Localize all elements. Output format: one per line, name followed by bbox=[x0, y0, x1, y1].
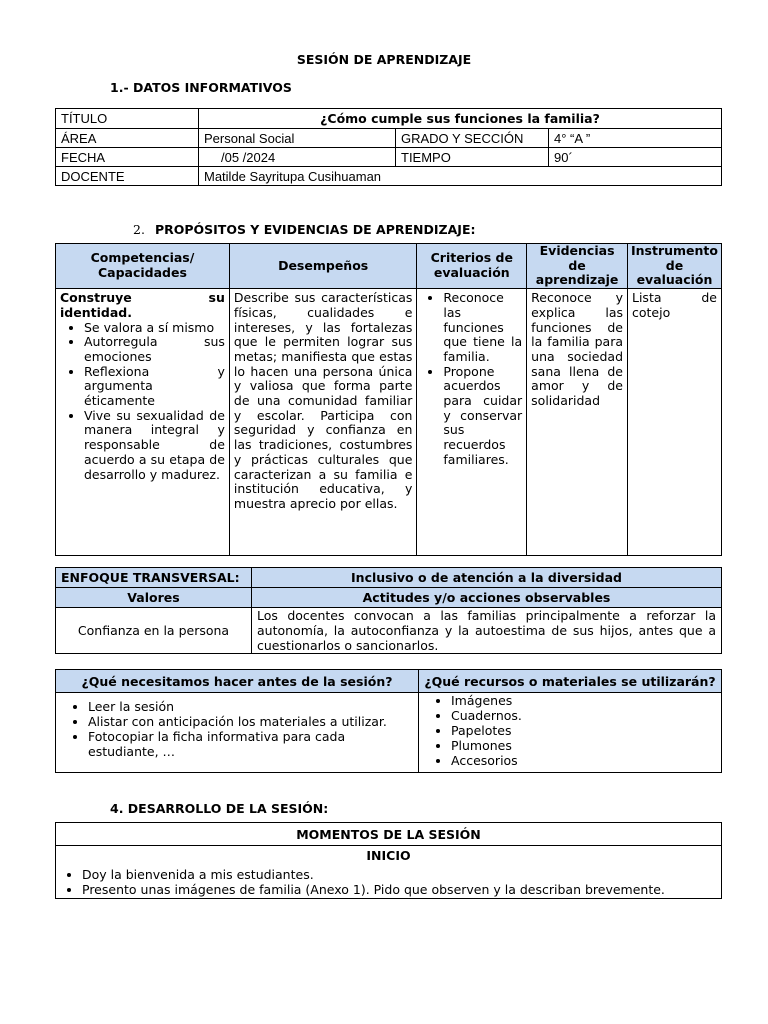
inicio-header: INICIO bbox=[366, 848, 411, 863]
valor-cell: Confianza en la persona bbox=[56, 608, 252, 654]
section-datos-informativos-heading: 1.- DATOS INFORMATIVOS bbox=[110, 80, 292, 95]
inicio-list bbox=[60, 867, 717, 897]
section-propositos-title: PROPÓSITOS Y EVIDENCIAS DE APRENDIZAJE: bbox=[154, 222, 476, 237]
grado-value: 4° “A ” bbox=[549, 129, 722, 148]
titulo-value: ¿Cómo cumple sus funciones la familia? bbox=[199, 109, 722, 129]
section-propositos-number: 2. bbox=[133, 222, 145, 237]
actitud-cell: Los docentes convocan a las familias principalmente a reforzar la autonomía, la autoconfianza y la autoestima de sus hijos, antes que a cuestionarlos o sancionarlos. bbox=[252, 608, 722, 654]
fecha-value: /05 /2024 bbox=[199, 148, 396, 167]
section-desarrollo-heading: 4. DESARROLLO DE LA SESIÓN: bbox=[110, 801, 329, 816]
antes-list bbox=[60, 699, 414, 759]
criterios-list bbox=[421, 291, 522, 467]
recursos-header: ¿Qué recursos o materiales se utilizarán? bbox=[419, 670, 722, 693]
inicio-item: • Doy la bienvenida a mis estudiantes. bbox=[82, 867, 717, 882]
actitudes-header: Actitudes y/o acciones observables bbox=[252, 588, 722, 608]
recurso-item: • Cuadernos. bbox=[451, 708, 717, 723]
criterios-cell bbox=[417, 289, 527, 556]
inicio-item: • Presento unas imágenes de familia (Anexo 1). Pido que observen y la describan brevemente. bbox=[82, 882, 717, 897]
capacidad-item: • Vive su sexualidad de manera integral y responsable de acuerdo a su etapa de desarrollo y madurez. bbox=[84, 409, 225, 483]
header-criterios: Criterios de evaluación bbox=[417, 244, 527, 289]
header-instrumento: Instrumento de evaluación bbox=[628, 244, 722, 289]
recursos-cell bbox=[419, 693, 722, 773]
instrumento-cell: Lista de cotejo bbox=[628, 289, 722, 556]
area-value: Personal Social bbox=[199, 129, 396, 148]
capacidad-item: • Se valora a sí mismo bbox=[84, 321, 225, 336]
section-propositos-heading bbox=[133, 222, 475, 237]
recurso-item: • Plumones bbox=[451, 738, 717, 753]
enfoque-value: Inclusivo o de atención a la diversidad bbox=[252, 568, 722, 588]
antes-item: • Leer la sesión bbox=[88, 699, 414, 714]
inicio-cell bbox=[56, 846, 722, 899]
desarrollo-table bbox=[55, 822, 722, 899]
tiempo-label: TIEMPO bbox=[396, 148, 549, 167]
criterio-item: • Reconoce las funciones que tiene la familia. bbox=[443, 291, 522, 365]
antes-item: • Alistar con anticipación los materiales a utilizar. bbox=[88, 714, 414, 729]
docente-label: DOCENTE bbox=[56, 167, 199, 186]
antes-cell bbox=[56, 693, 419, 773]
datos-informativos-table bbox=[55, 108, 722, 186]
competencia-title: Construye su identidad. bbox=[60, 290, 225, 320]
enfoque-label: ENFOQUE TRANSVERSAL: bbox=[56, 568, 252, 588]
header-competencias: Competencias/ Capacidades bbox=[56, 244, 230, 289]
evidencia-cell: Reconoce y explica las funciones de la familia para una sociedad sana llena de amor y de solidaridad bbox=[527, 289, 628, 556]
recurso-item: • Imágenes bbox=[451, 693, 717, 708]
recursos-list bbox=[423, 693, 717, 768]
antes-item: • Fotocopiar la ficha informativa para cada estudiante, … bbox=[88, 729, 414, 759]
header-evidencias: Evidencias de aprendizaje bbox=[527, 244, 628, 289]
docente-value: Matilde Sayritupa Cusihuaman bbox=[199, 167, 722, 186]
header-desempenos: Desempeños bbox=[229, 244, 417, 289]
valores-header: Valores bbox=[56, 588, 252, 608]
capacidad-item: • Autorregula sus emociones bbox=[84, 335, 225, 364]
capacidades-list bbox=[60, 321, 225, 483]
criterio-item: • Propone acuerdos para cuidar y conservar sus recuerdos familiares. bbox=[443, 365, 522, 468]
recurso-item: • Accesorios bbox=[451, 753, 717, 768]
document-title: SESIÓN DE APRENDIZAJE bbox=[296, 52, 472, 67]
desempeno-cell: Describe sus características físicas, cualidades e intereses, y las fortalezas que le permiten lograr sus metas; manifiesta que estas lo hacen una persona única y valiosa que forma parte de una comunidad familiar y escolar. Participa con seguridad y confianza en las tradiciones, costumbres y prácticas culturales que caracterizan a su familia e institución educativa, y muestra aprecio por ellas. bbox=[229, 289, 417, 556]
momentos-header: MOMENTOS DE LA SESIÓN bbox=[56, 823, 722, 846]
antes-header: ¿Qué necesitamos hacer antes de la sesión? bbox=[56, 670, 419, 693]
recurso-item: • Papelotes bbox=[451, 723, 717, 738]
capacidad-item: • Reflexiona y argumenta éticamente bbox=[84, 365, 225, 409]
titulo-label: TÍTULO bbox=[56, 109, 199, 129]
grado-label: GRADO Y SECCIÓN bbox=[396, 129, 549, 148]
enfoque-table bbox=[55, 567, 722, 654]
fecha-label: FECHA bbox=[56, 148, 199, 167]
preparacion-table bbox=[55, 669, 722, 773]
area-label: ÁREA bbox=[56, 129, 199, 148]
propositos-table bbox=[55, 243, 722, 556]
competencias-cell bbox=[56, 289, 230, 556]
tiempo-value: 90´ bbox=[549, 148, 722, 167]
